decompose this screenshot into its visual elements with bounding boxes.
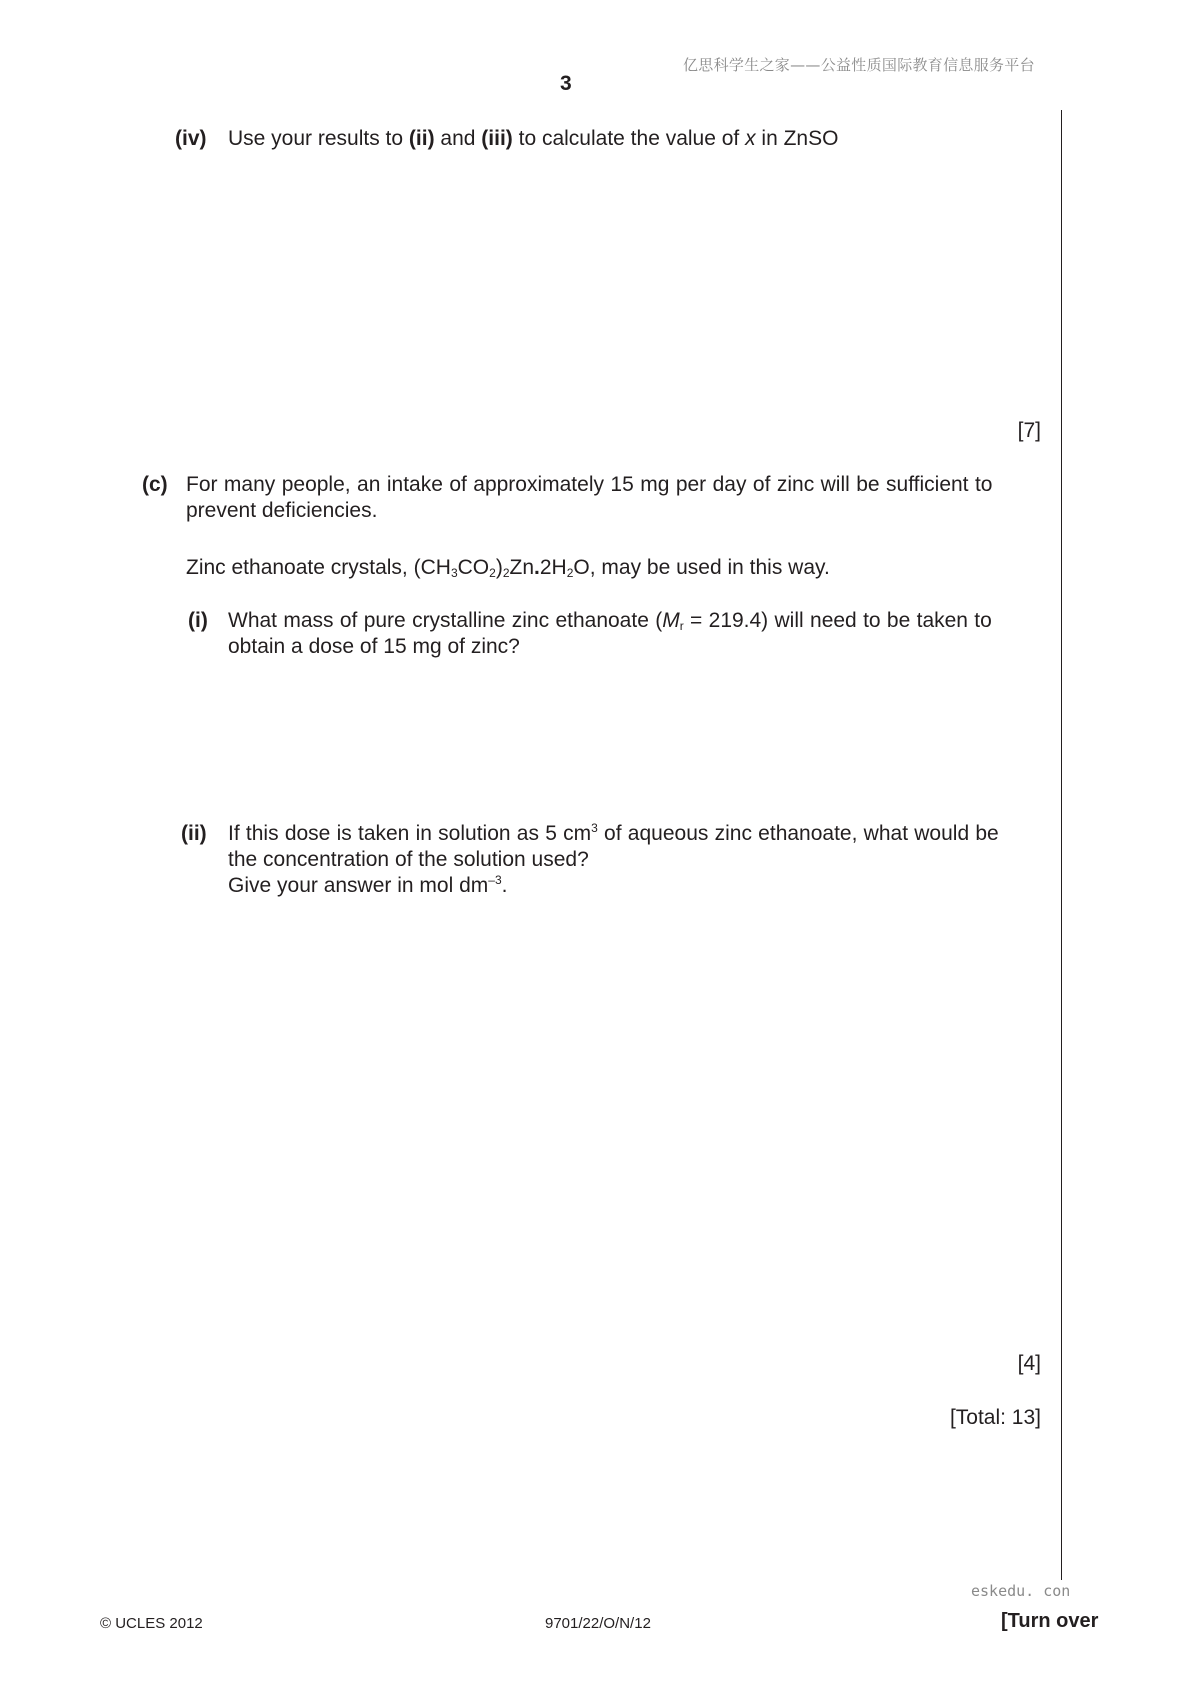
part-ii-line xyxy=(228,821,999,847)
part-c-intro xyxy=(186,472,1041,524)
part-ii-text: If this dose is taken in solution as 5 cm xyxy=(228,822,592,845)
part-iv-marks: [7] xyxy=(1017,419,1041,442)
part-iv-ref-ii: (ii) xyxy=(408,127,435,150)
total-marks: [Total: 13] xyxy=(949,1406,1041,1429)
paper-code: 9701/22/O/N/12 xyxy=(545,1615,651,1632)
part-c-marks: [4] xyxy=(1017,1352,1041,1375)
part-i-text: = 219.4) will need to be taken to xyxy=(683,609,992,632)
part-ii-label: (ii) xyxy=(181,822,207,845)
formula-text: Zn xyxy=(509,556,535,579)
page-number: 3 xyxy=(560,72,572,95)
part-c-intro-line: prevent deficiencies. xyxy=(186,499,378,522)
part-i-text: What mass of pure crystalline zinc ethanoate ( xyxy=(228,609,663,632)
part-iv-text: and xyxy=(434,127,482,150)
formula-sentence xyxy=(186,555,830,581)
part-i-question xyxy=(228,608,992,660)
formula-text: Zinc ethanoate crystals, (CH xyxy=(186,556,451,579)
unit-superscript: –3 xyxy=(488,873,502,887)
watermark-text: eskedu. con xyxy=(971,1582,1071,1600)
part-i-label: (i) xyxy=(188,609,208,632)
part-iv-text: to calculate the value of xyxy=(512,127,746,150)
relative-mass-subscript: r xyxy=(679,619,684,633)
margin-rule xyxy=(1061,110,1062,1580)
formula-subscript: 2 xyxy=(566,566,574,580)
part-ii-question xyxy=(228,821,999,899)
formula-subscript: 2 xyxy=(502,566,510,580)
part-iv-label: (iv) xyxy=(175,127,207,150)
part-ii-text: Give your answer in mol dm xyxy=(228,874,489,897)
part-ii-text: of aqueous zinc ethanoate, what would be xyxy=(597,822,999,845)
formula-text: O, may be used in this way. xyxy=(573,556,830,579)
part-c-label: (c) xyxy=(142,473,168,496)
part-i-line xyxy=(228,608,992,634)
watermark-text: 亿思科学生之家——公益性质国际教育信息服务平台 xyxy=(683,56,1035,74)
copyright: © UCLES 2012 xyxy=(100,1615,203,1632)
part-iv-text: in ZnSO xyxy=(755,127,839,150)
formula-subscript: 2 xyxy=(489,566,496,580)
relative-mass-symbol: M xyxy=(662,609,680,632)
formula-text: CO xyxy=(457,556,490,579)
formula-text: ) xyxy=(495,556,503,579)
part-iv-ref-iii: (iii) xyxy=(481,127,513,150)
part-ii-line xyxy=(228,873,999,899)
turn-over-label: [Turn over xyxy=(1001,1610,1099,1632)
part-ii-text: . xyxy=(501,874,508,897)
part-i-line: obtain a dose of 15 mg of zinc? xyxy=(228,635,520,658)
part-c-intro-line: For many people, an intake of approximately 15 mg per day of zinc will be sufficient to xyxy=(186,473,993,496)
formula-dot: . xyxy=(534,556,540,579)
formula-subscript: 3 xyxy=(450,566,458,580)
unit-superscript: 3 xyxy=(591,821,598,835)
part-iv-text: Use your results to xyxy=(228,127,409,150)
part-iv-variable: x xyxy=(745,127,756,150)
part-iv-question xyxy=(228,126,838,152)
part-ii-line: the concentration of the solution used? xyxy=(228,848,589,871)
formula-text: 2H xyxy=(539,556,567,579)
